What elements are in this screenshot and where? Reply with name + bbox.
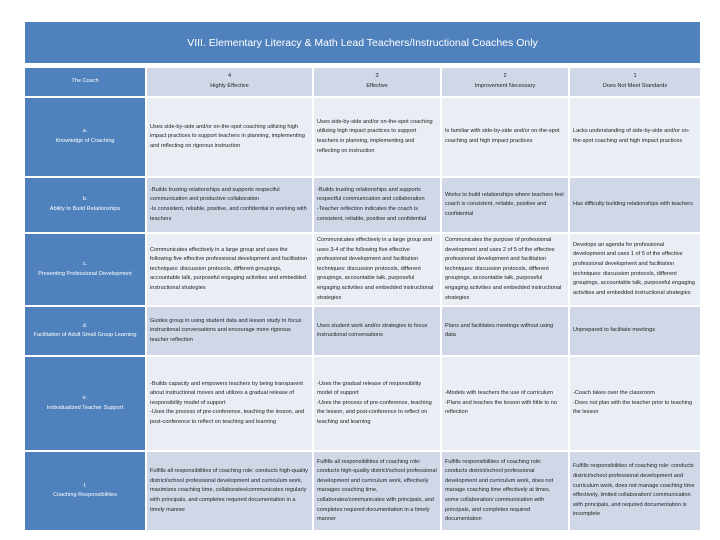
rating-cell-level-2: Fulfills responsibilities of coaching role: conducts district/school professional development and curriculum work, does not manage coaching time effectively at times, some collaboration/ communication with principals, and completes required documentation	[442, 452, 568, 530]
rating-cell-level-4: Fulfills all responsibilities of coaching role: conducts high-quality district/school professional development and curriculum work, maximizes coaching time, collaborates/communicates regularly with principals, and completes required documentation in a timely manner	[147, 452, 312, 530]
rubric-row	[25, 98, 700, 176]
rating-cell-level-3: Fulfills all responsibilities of coaching role: conducts high-quality district/school professional development and curriculum work, effectively manages coaching time, collaborates/communicates with principals, and completes required documentation in a timely manner	[314, 452, 440, 530]
rating-cell-level-1: Lacks understanding of side-by-side and/or on-the-spot coaching and high impact practices	[570, 98, 700, 176]
rubric-row	[25, 307, 700, 355]
header-coach-label: The Coach	[25, 68, 145, 96]
rating-cell-level-1: -Coach takes over the classroom -Does not plan with the teacher prior to teaching the lesson	[570, 357, 700, 450]
rating-cell-level-3: -Uses the gradual release of responsibility model of support -Uses the process of pre-conference, teaching the lesson, and post-conference to reflect on teaching and learning	[314, 357, 440, 450]
rating-cell-level-1: Fulfills responsibilities of coaching role: conducts district/school professional development and curriculum work, does not manage coaching time effectively, limited collaboration/ communication with principals, and required documentation is incomplete	[570, 452, 700, 530]
rating-cell-level-2: Is familiar with side-by-side and/or on-the-spot coaching and high impact practices	[442, 98, 568, 176]
rubric-slide	[25, 22, 700, 532]
rubric-row	[25, 178, 700, 232]
rating-cell-level-3: Uses student work and/or strategies to focus instructional conversations	[314, 307, 440, 355]
slide-title: VIII. Elementary Literacy & Math Lead Teachers/Instructional Coaches Only	[25, 22, 700, 63]
header-level-4: 4 Highly Effective	[147, 68, 312, 96]
criterion-label: d. Facilitation of Adult Small Group Learning	[25, 307, 145, 355]
rating-cell-level-4: Uses side-by-side and/or on-the-spot coaching utilizing high impact practices to support teachers in planning, implementing and reflecting on rigorous instruction	[147, 98, 312, 176]
criterion-label: e. Individualized Teacher Support	[25, 357, 145, 450]
rating-cell-level-1: Develops an agenda for professional development and uses 1 of 5 of the effective professional development and facilitation techniques: discussion protocols, different groupings, accountable talk, purposeful engaging activities and embedded instructional strategies	[570, 234, 700, 305]
header-level-2: 2 Improvement Necessary	[442, 68, 568, 96]
header-level-1: 1 Does Not Meet Standards	[570, 68, 700, 96]
rating-cell-level-2: Communicates the purpose of professional development and uses 2 of 5 of the effective professional development and facilitation techniques: discussion protocols, different groupings, accountable talk, purposeful engaging activities and embedded instructional strategies	[442, 234, 568, 305]
rubric-row	[25, 357, 700, 450]
criterion-label: a. Knowledge of Coaching	[25, 98, 145, 176]
rating-cell-level-1: Has difficulty building relationships with teachers	[570, 178, 700, 232]
criterion-label: c. Presenting Professional Development	[25, 234, 145, 305]
rating-cell-level-3: -Builds trusting relationships and supports respectful communication and collaboration -Teacher reflection indicates the coach is consistent, reliable, positive and confidential	[314, 178, 440, 232]
rating-cell-level-2: Plans and facilitates meetings without using data	[442, 307, 568, 355]
rating-cell-level-4: -Builds trusting relationships and supports respectful communication and productive collaboration -Is consistent, reliable, positive, and confidential in working with teachers	[147, 178, 312, 232]
rating-cell-level-1: Unprepared to facilitate meetings	[570, 307, 700, 355]
rubric-row	[25, 234, 700, 305]
rating-cell-level-4: Guides group in using student data and lesson study to focus instructional conversations and encourage more rigorous teacher reflection	[147, 307, 312, 355]
rating-cell-level-3: Uses side-by-side and/or on-the-spot coaching utilizing high impact practices to support teachers in planning, implementing and reflecting on instruction	[314, 98, 440, 176]
rating-cell-level-4: Communicates effectively in a large group and uses the following five effective professional development and facilitation techniques: discussion protocols, different groupings, accountable talk, purposeful engaging activities and embedded instructional strategies	[147, 234, 312, 305]
rating-cell-level-3: Communicates effectively in a large group and uses 3-4 of the following five effective professional development and facilitation techniques: discussion protocols, different groupings, accountable talk, purposeful engaging activities and embedded instructional strategies	[314, 234, 440, 305]
header-row	[25, 68, 700, 96]
rubric-row	[25, 452, 700, 530]
rubric-table	[23, 66, 702, 532]
header-level-3: 3 Effective	[314, 68, 440, 96]
rating-cell-level-4: -Builds capacity and empowers teachers by being transparent about instructional moves and utilizes a gradual release of responsibility model of support -Uses the process of pre-conference, teaching the lesson, and post-conference to reflect on teaching and learning	[147, 357, 312, 450]
rating-cell-level-2: Works to build relationships where teachers feel coach is consistent, reliable, positive and confidential	[442, 178, 568, 232]
criterion-label: f. Coaching Responsibilities	[25, 452, 145, 530]
rating-cell-level-2: -Models with teachers the use of curriculum -Plans and teaches the lesson with little to no reflection	[442, 357, 568, 450]
criterion-label: b. Ability to Build Relationships	[25, 178, 145, 232]
